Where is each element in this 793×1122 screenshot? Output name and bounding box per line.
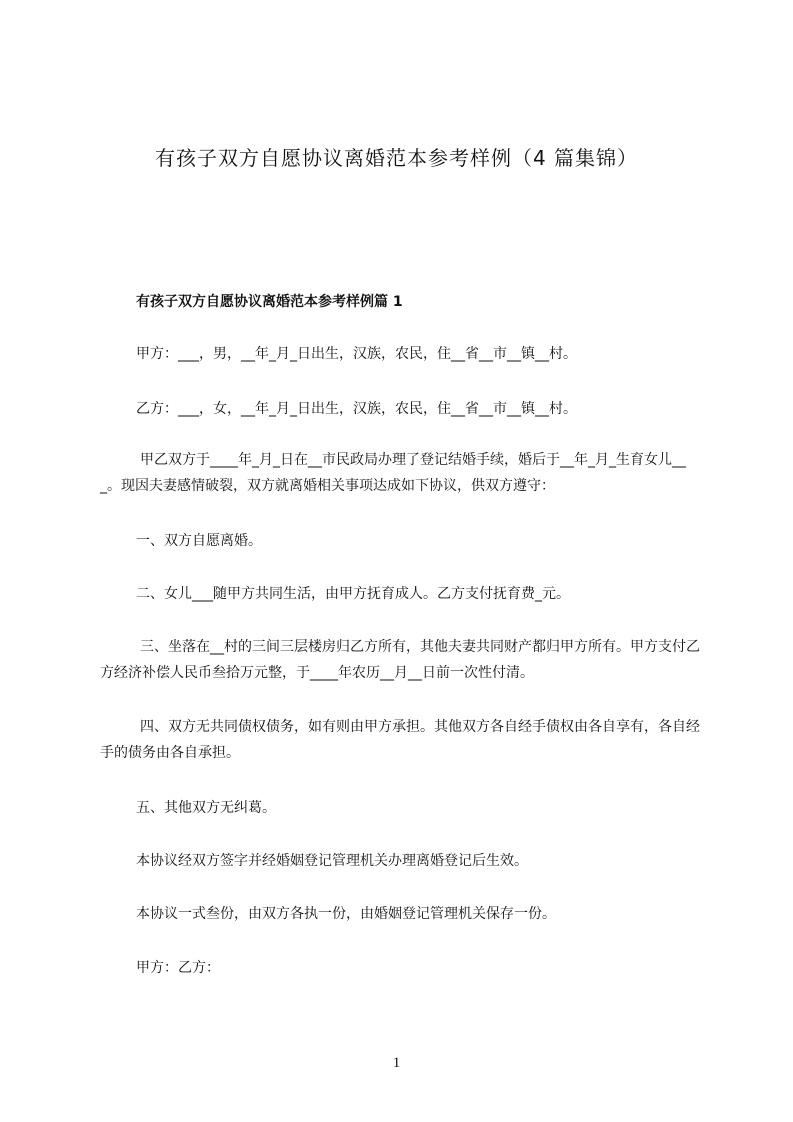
paragraph-marriage-info: 甲乙双方于____年_月_日在__市民政局办理了登记结婚手续，婚后于__年_月_生育女儿___。现因夫妻感情破裂，双方就离婚相关事项达成如下协议，供双方遵守： [100, 452, 686, 494]
page-number: 1 [392, 1055, 401, 1071]
document-title: 有孩子双方自愿协议离婚范本参考样例（4 篇集锦） [154, 146, 639, 170]
paragraph-clause-3: 三、坐落在__村的三间三层楼房归乙方所有，其他夫妻共同财产都归甲方所有。甲方支付乙方经济补偿人民币叁拾万元整，于____年农历__月__日前一次性付清。 [100, 639, 700, 681]
paragraph-clause-5: 五、其他双方无纠葛。 [136, 800, 276, 816]
paragraph-signatures: 甲方：乙方： [136, 960, 220, 976]
paragraph-copies: 本协议一式叁份，由双方各执一份，由婚姻登记管理机关保存一份。 [136, 906, 556, 922]
paragraph-effective: 本协议经双方签字并经婚姻登记管理机关办理离婚登记后生效。 [136, 853, 528, 869]
paragraph-party-b: 乙方：___，女，__年_月_日出生，汉族，农民，住__省__市__镇__村。 [136, 401, 577, 417]
paragraph-clause-4: 四、双方无共同债权债务，如有则由甲方承担。其他双方各自经手债权由各自享有，各自经手的债务由各自承担。 [100, 719, 700, 761]
paragraph-clause-1: 一、双方自愿离婚。 [136, 533, 262, 549]
section-heading: 有孩子双方自愿协议离婚范本参考样例篇 1 [136, 294, 403, 310]
paragraph-clause-2: 二、女儿___随甲方共同生活，由甲方抚育成人。乙方支付抚育费_元。 [136, 586, 570, 602]
paragraph-party-a: 甲方：___，男，__年_月_日出生，汉族，农民，住__省__市__镇__村。 [136, 346, 577, 362]
